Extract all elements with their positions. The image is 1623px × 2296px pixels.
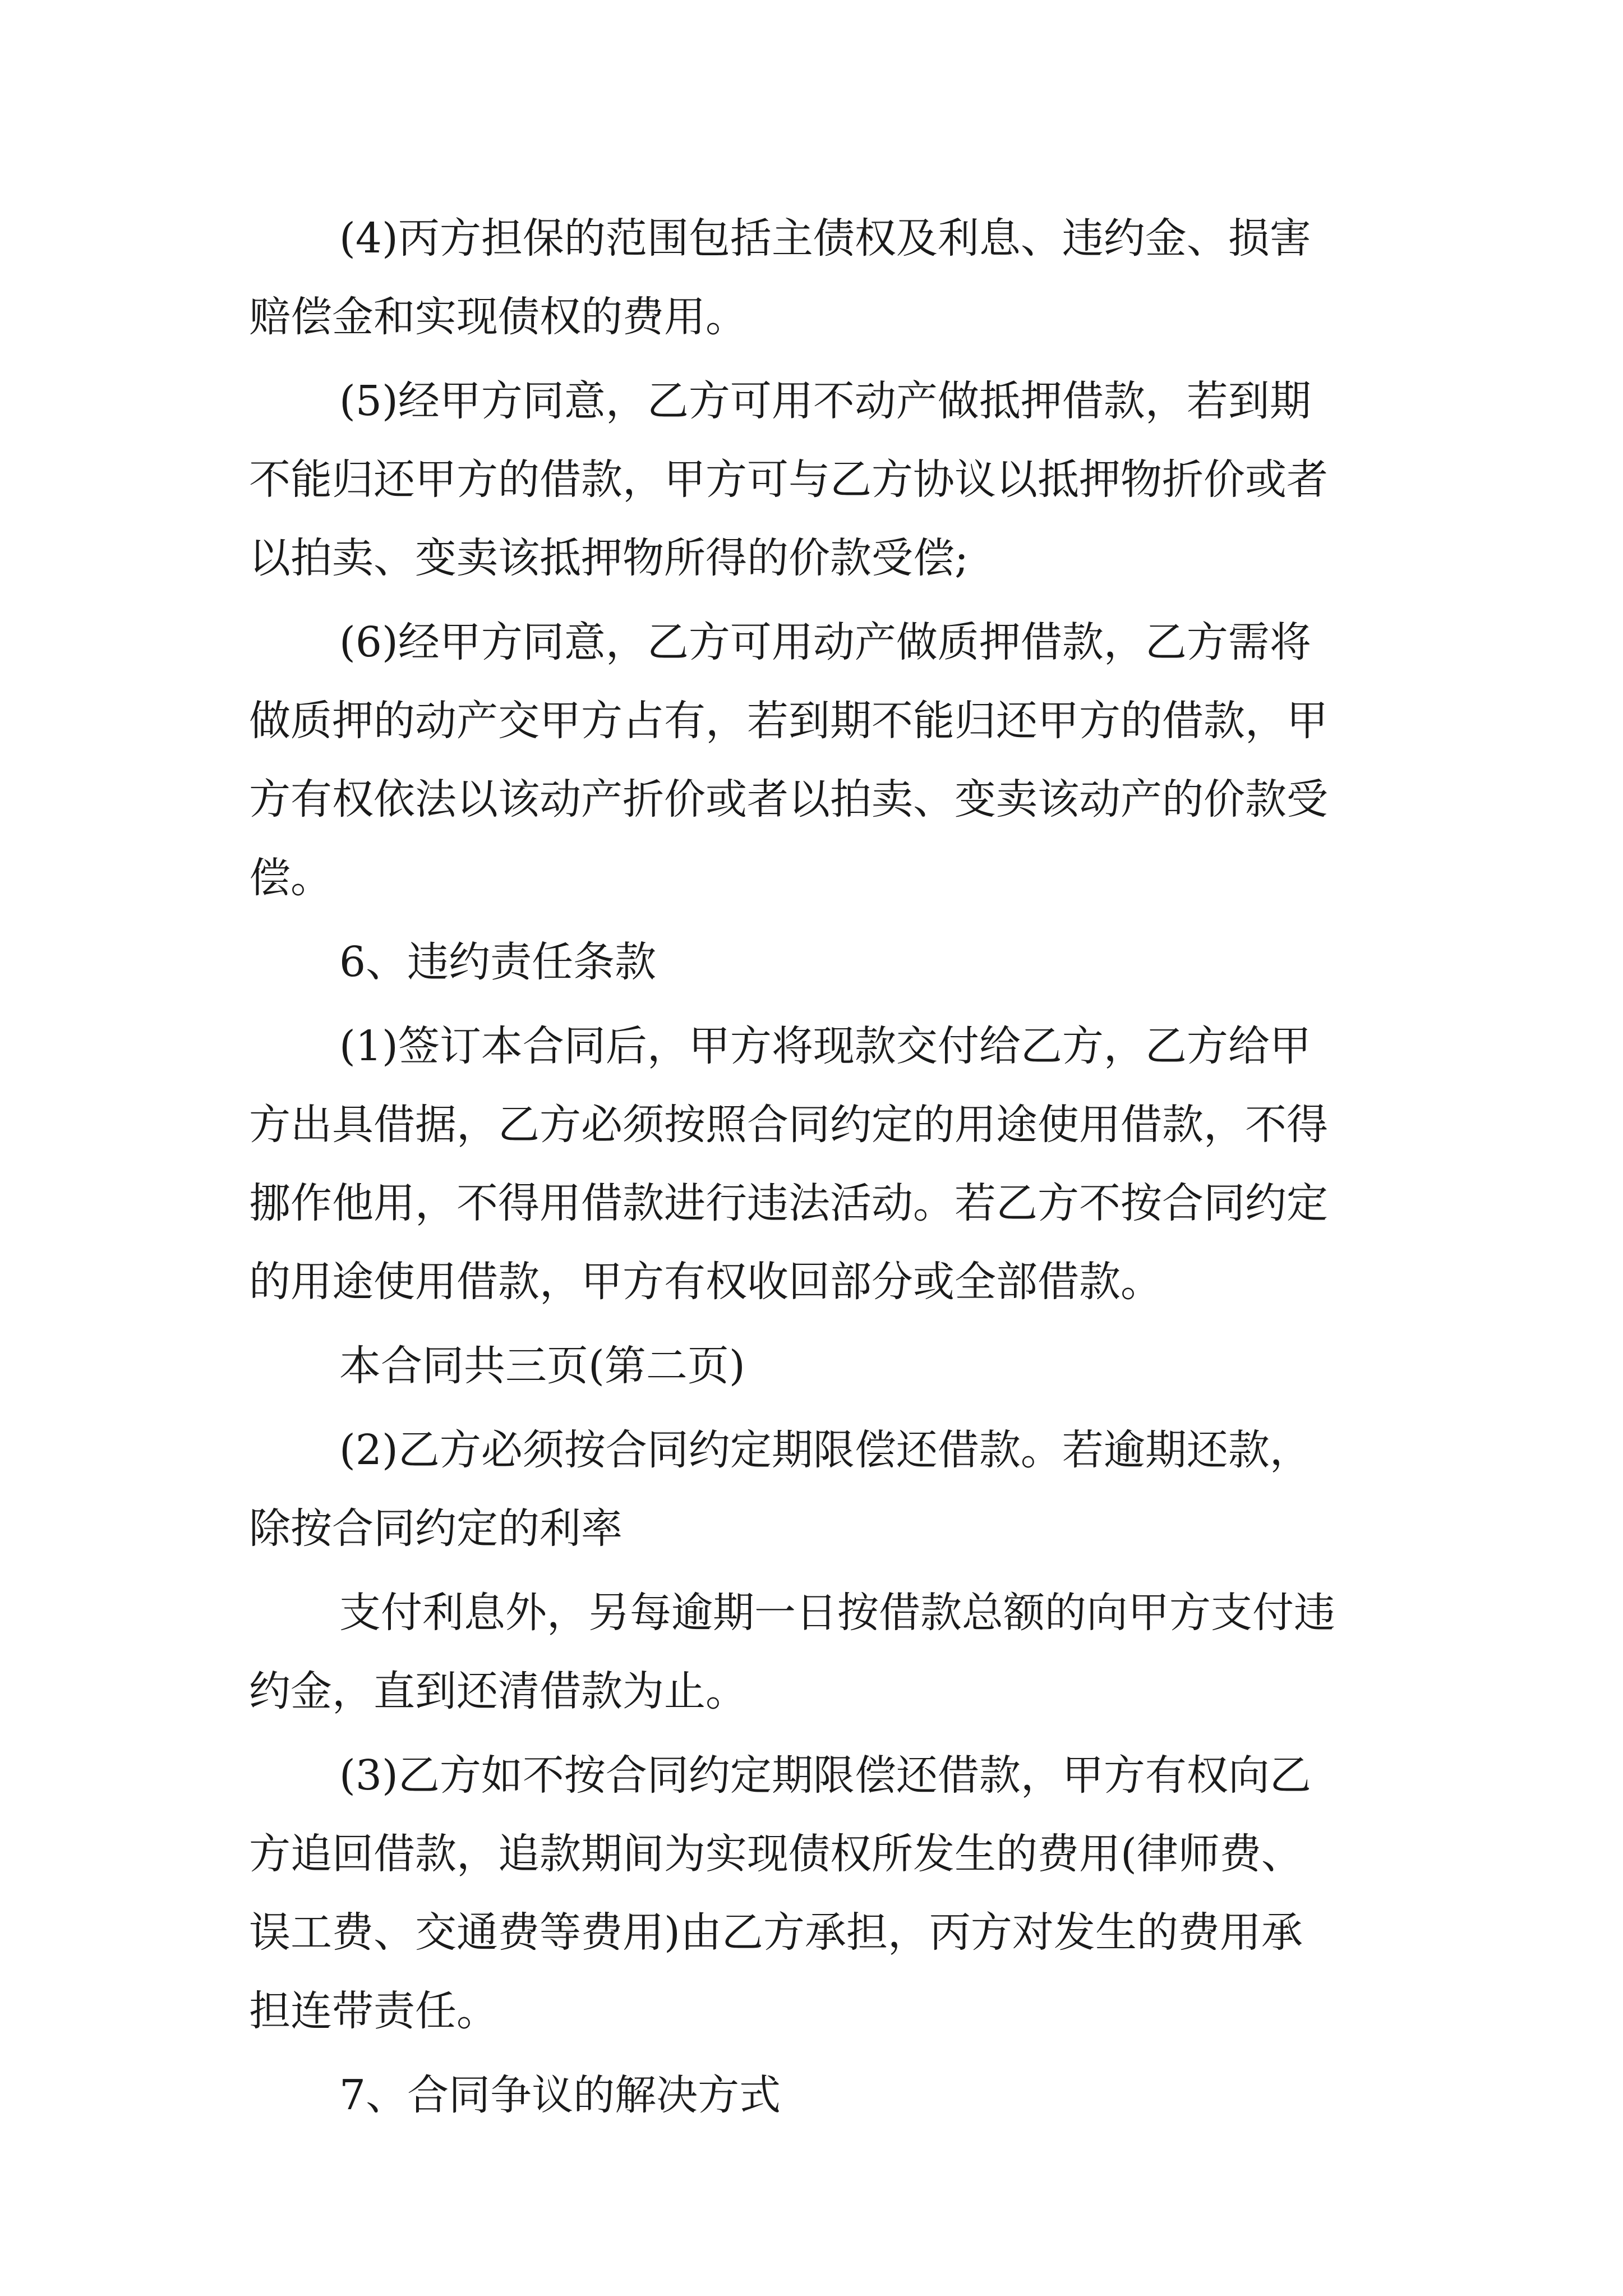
- paragraph-6-line-2: 做质押的动产交甲方占有，若到期不能归还甲方的借款，甲: [249, 697, 1328, 745]
- paragraph-6-line-3: 方有权依法以该动产折价或者以拍卖、变卖该动产的价款受: [249, 775, 1328, 823]
- paragraph-5-line-1: (5)经甲方同意，乙方可用不动产做抵押借款，若到期: [339, 377, 1311, 425]
- clause-1-line-4: 的用途使用借款，甲方有权收回部分或全部借款。: [249, 1258, 1162, 1306]
- clause-3-line-2: 方追回借款，追款期间为实现债权所发生的费用(律师费、: [249, 1830, 1303, 1878]
- clause-1-line-2: 方出具借据，乙方必须按照合同约定的用途使用借款，不得: [249, 1101, 1328, 1149]
- clause-3-line-3: 误工费、交通费等费用)由乙方承担，丙方对发生的费用承: [249, 1908, 1303, 1957]
- paragraph-4-line-1: (4)丙方担保的范围包括主债权及利息、违约金、损害: [339, 214, 1311, 263]
- paragraph-6-line-1: (6)经甲方同意，乙方可用动产做质押借款，乙方需将: [339, 618, 1311, 666]
- paragraph-5-line-3: 以拍卖、变卖该抵押物所得的价款受偿;: [249, 534, 969, 582]
- section-heading-7: 7、合同争议的解决方式: [339, 2071, 781, 2119]
- paragraph-5-line-2: 不能归还甲方的借款，甲方可与乙方协议以抵押物折价或者: [249, 455, 1328, 504]
- clause-1-line-1: (1)签订本合同后，甲方将现款交付给乙方，乙方给甲: [339, 1022, 1311, 1070]
- page-note: 本合同共三页(第二页): [339, 1342, 745, 1390]
- clause-2-line-2: 除按合同约定的利率: [249, 1504, 623, 1553]
- section-heading-6: 6、违约责任条款: [339, 938, 657, 986]
- clause-3-line-4: 担连带责任。: [249, 1987, 498, 2035]
- clause-2-line-1: (2)乙方必须按合同约定期限偿还借款。若逾期还款，: [339, 1426, 1311, 1474]
- clause-2-continued-line-2: 约金，直到还清借款为止。: [249, 1667, 747, 1715]
- paragraph-6-line-4: 偿。: [249, 854, 332, 902]
- clause-3-line-1: (3)乙方如不按合同约定期限偿还借款，甲方有权向乙: [339, 1751, 1311, 1800]
- paragraph-4-line-2: 赔偿金和实现债权的费用。: [249, 293, 747, 341]
- clause-2-continued-line-1: 支付利息外，另每逾期一日按借款总额的向甲方支付违: [339, 1589, 1335, 1637]
- clause-1-line-3: 挪作他用，不得用借款进行违法活动。若乙方不按合同约定: [249, 1179, 1328, 1227]
